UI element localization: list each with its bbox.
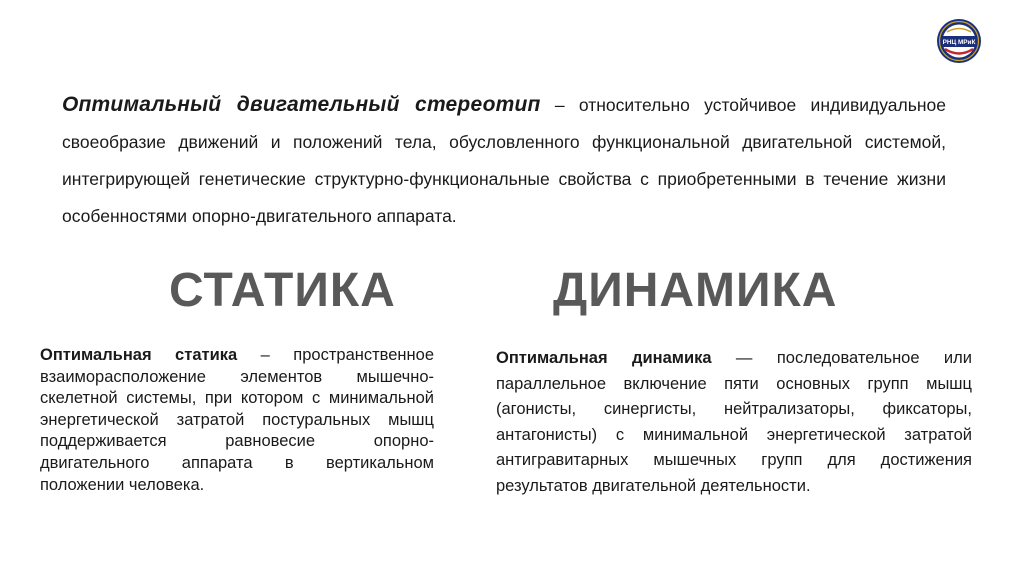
- dynamics-lead: Оптимальная динамика: [496, 349, 712, 367]
- dynamics-heading: ДИНАМИКА: [553, 264, 838, 317]
- definition-term: Оптимальный двигательный стереотип: [62, 93, 541, 116]
- dynamics-body: последовательное или параллельное включение пяти основных групп мышц (агонисты, синергисты, нейтрализаторы, фиксаторы, антагонисты) с минимальной энергетической затратой антигравитарных мышечных групп для достижения результатов двигательной деятельности.: [496, 349, 972, 495]
- dynamics-dash: —: [711, 349, 777, 367]
- definition-dash: –: [540, 95, 579, 115]
- logo-text: РНЦ МРиК: [942, 39, 976, 47]
- definition-paragraph: [62, 86, 946, 235]
- statics-lead: Оптимальная статика: [40, 346, 238, 364]
- definition-body: относительно устойчивое индивидуальное своеобразие движений и положений тела, обусловленного функциональной двигательной системой, интегрирующей генетические структурно-функциональные свойства с приобретенными в течение жизни особенностями опорно-двигательного аппарата.: [62, 95, 946, 226]
- statics-description: [40, 345, 434, 496]
- dynamics-description: [496, 346, 972, 500]
- statics-heading: СТАТИКА: [169, 264, 396, 317]
- organization-logo: [936, 18, 982, 64]
- statics-dash: –: [237, 346, 294, 364]
- statics-body: пространственное взаиморасположение элементов мышечно-скелетной системы, при котором с минимальной энергетической затратой постуральных мышц поддерживается равновесие опорно-двигательного аппарата в вертикальном положении человека.: [40, 346, 434, 494]
